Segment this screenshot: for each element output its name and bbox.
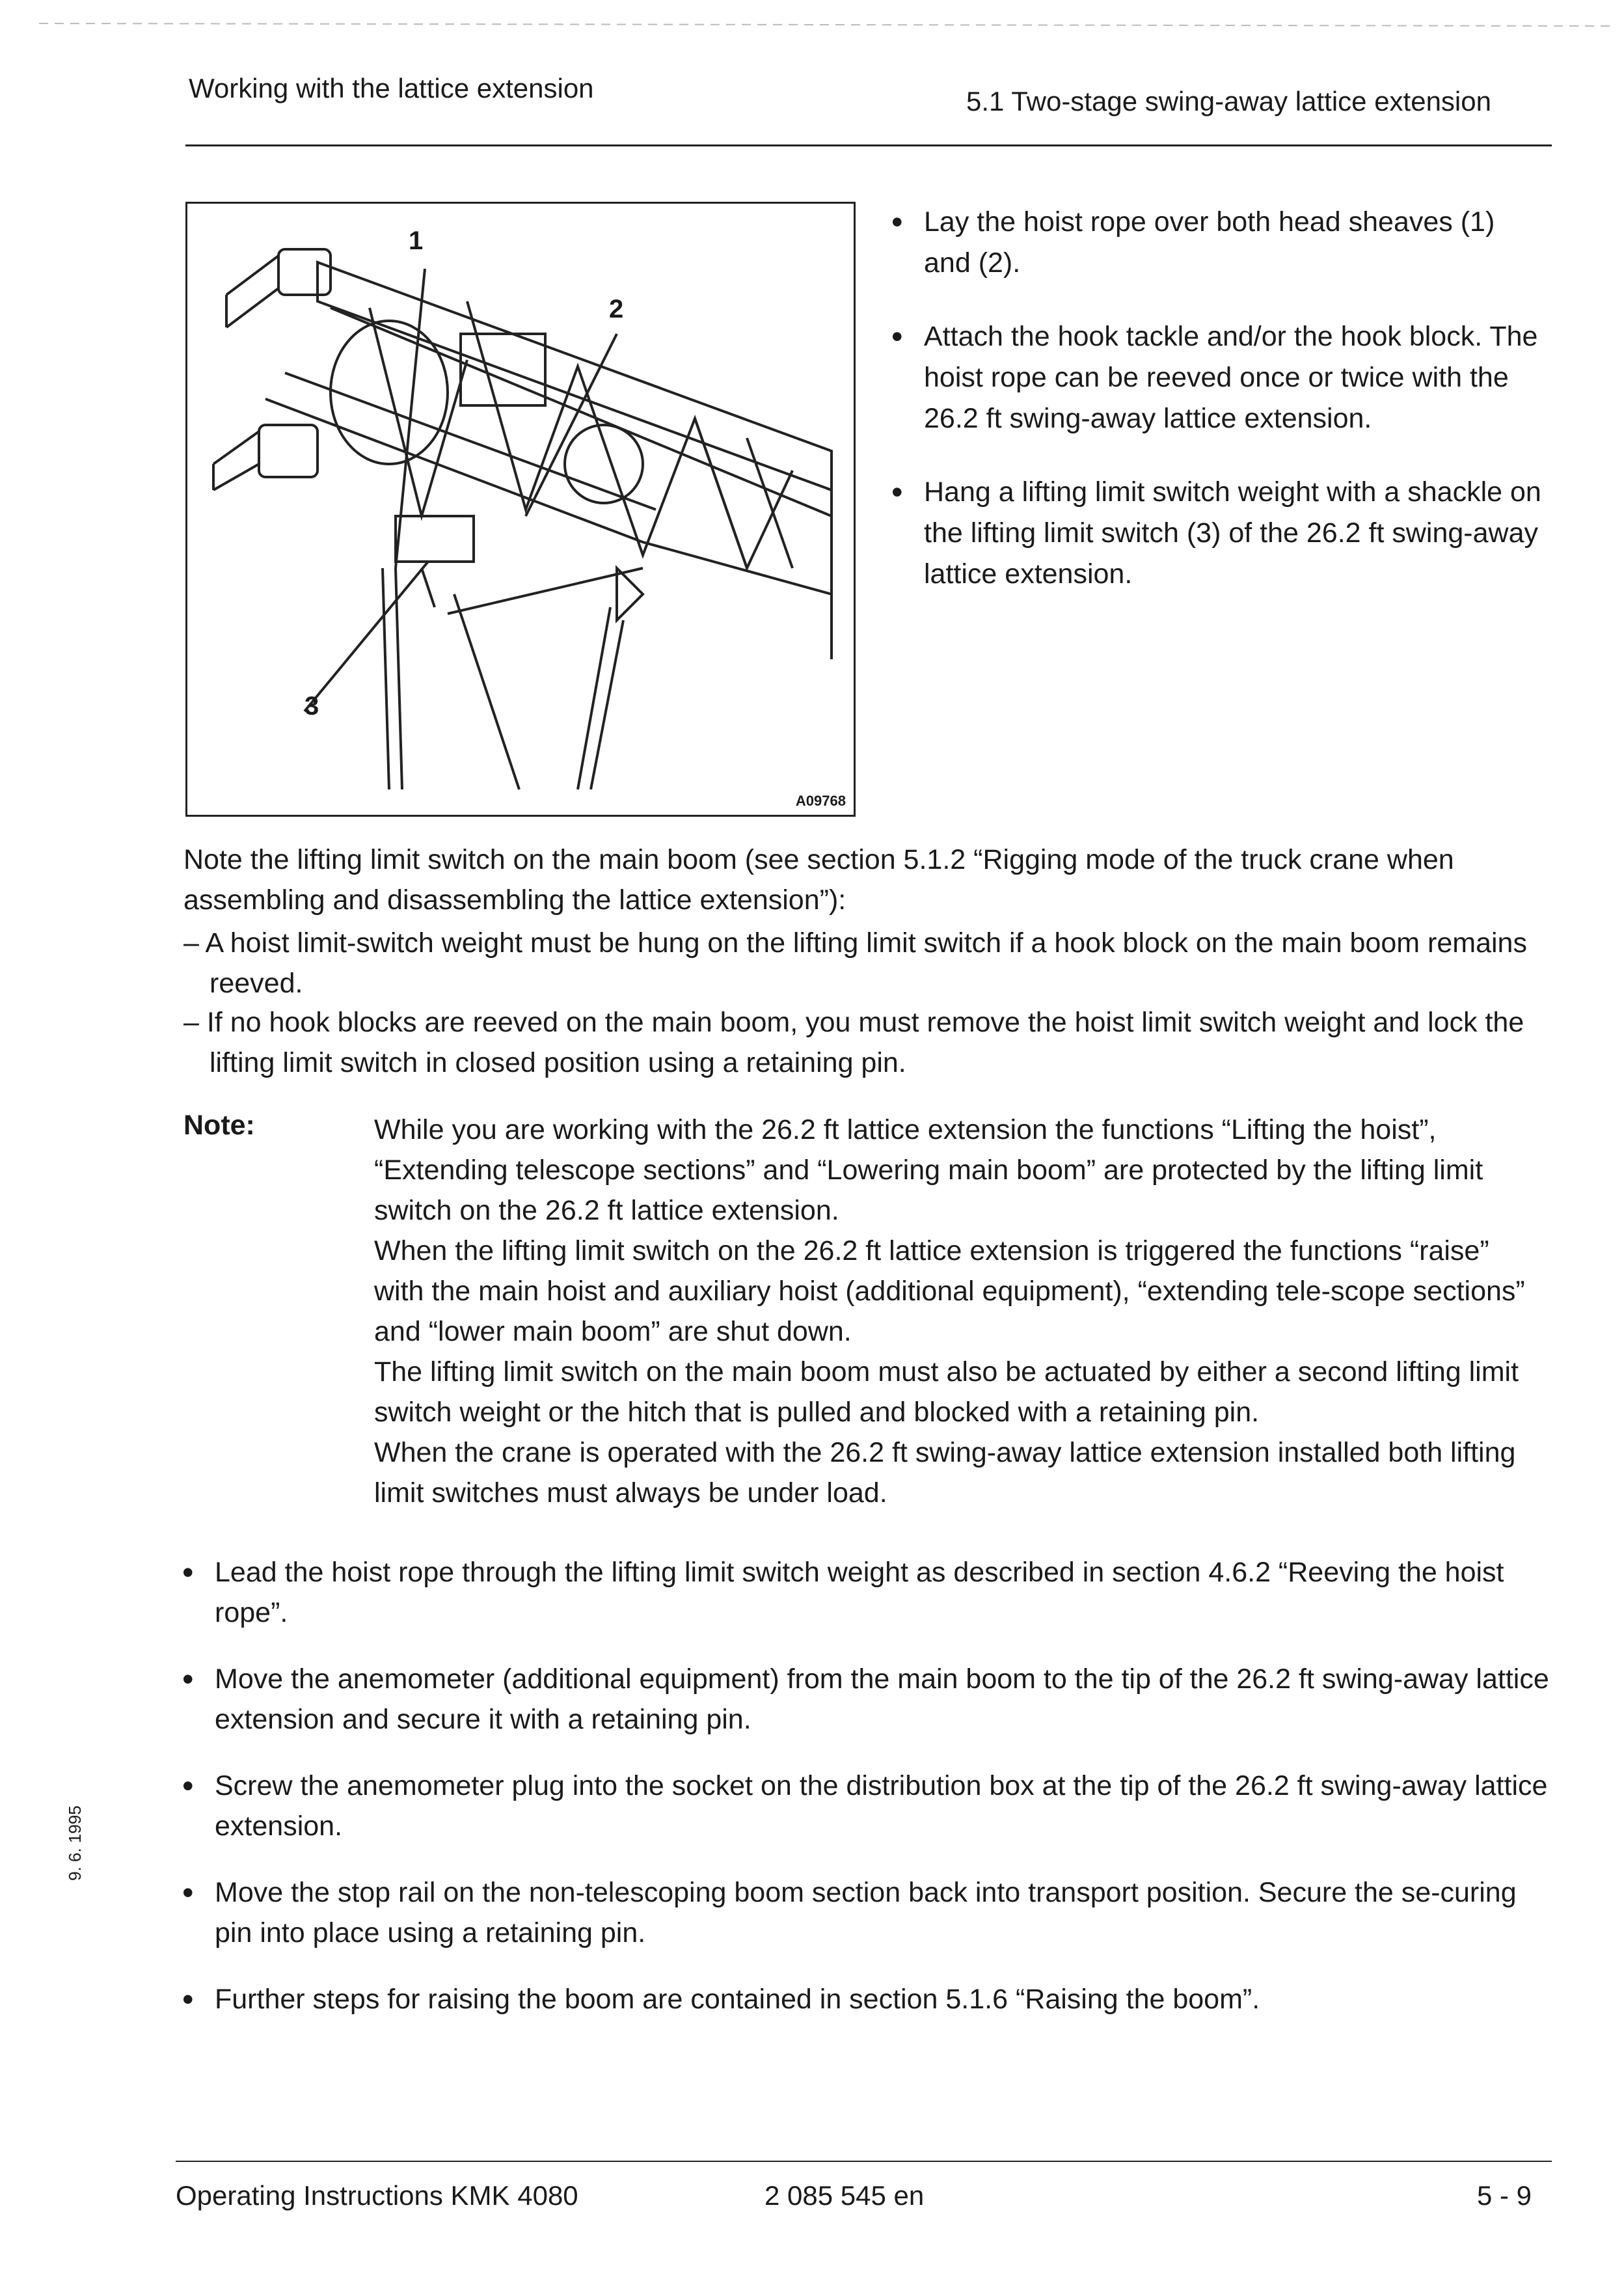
header-rule bbox=[185, 144, 1552, 146]
note-paragraph: When the crane is operated with the 26.2 ft swing-away lattice extension installed both lifting limit switches must always be under load. bbox=[374, 1437, 1516, 1509]
bottom-bullet-item: • Move the anemometer (additional equipment) from the main boom to the tip of the 26.2 ft swing-away lattice extension and secure it with a retaining pin. bbox=[176, 1659, 1555, 1740]
note-body bbox=[374, 1110, 1545, 1513]
right-bullet-list bbox=[885, 202, 1542, 627]
bottom-bullet-item: • Screw the anemometer plug into the socket on the distribution box at the tip of the 26.2 ft swing-away lattice extension. bbox=[176, 1766, 1555, 1846]
bottom-bullet-list bbox=[176, 1552, 1555, 2045]
callout-3: 3 bbox=[304, 692, 319, 720]
figure-code: A09768 bbox=[795, 793, 846, 809]
callout-2: 2 bbox=[609, 295, 624, 323]
note-label: Note: bbox=[183, 1110, 255, 1141]
right-bullet-item: • Hang a lifting limit switch weight with a shackle on the lifting limit switch (3) of the 26.2 ft swing-away lattice extension. bbox=[885, 472, 1542, 595]
bottom-bullet-item: • Further steps for raising the boom are contained in section 5.1.6 “Raising the boom”. bbox=[176, 1979, 1555, 2019]
header-chapter-title: 5.1 Two-stage swing-away lattice extension bbox=[966, 86, 1491, 116]
boom-head-drawing bbox=[187, 204, 854, 815]
footer-document-title: Operating Instructions KMK 4080 bbox=[176, 2180, 578, 2211]
dash-item: – If no hook blocks are reeved on the main boom, you must remove the hoist limit switch weight and lock the lifting limit switch in closed position using a retaining pin. bbox=[183, 1007, 1524, 1078]
right-bullet-item: • Attach the hook tackle and/or the hook block. The hoist rope can be reeved once or twice with the 26.2 ft swing-away lattice extension. bbox=[885, 316, 1542, 439]
right-bullet-item: • Lay the hoist rope over both head sheaves (1) and (2). bbox=[885, 202, 1542, 284]
note-paragraph: When the lifting limit switch on the 26.2 ft lattice extension is triggered the functions “raise” with the main hoist and auxiliary hoist (additional equipment), “extending tele-scope sections” and “lower main boom” are shut down. bbox=[374, 1235, 1525, 1347]
bottom-bullet-item: • Lead the hoist rope through the lifting limit switch weight as described in section 4.6.2 “Reeving the hoist rope”. bbox=[176, 1552, 1555, 1633]
footer-document-number: 2 085 545 en bbox=[765, 2180, 925, 2211]
bottom-bullet-item: • Move the stop rail on the non-telescoping boom section back into transport position. Secure the se-curing pin into place using a retaining pin. bbox=[176, 1872, 1555, 1953]
footer-rule bbox=[176, 2161, 1552, 2162]
note-paragraph: The lifting limit switch on the main boom must also be actuated by either a second lifting limit switch weight or the hitch that is pulled and blocked with a retaining pin. bbox=[374, 1356, 1519, 1428]
header-section-title: Working with the lattice extension bbox=[189, 73, 594, 103]
lattice-extension-illustration bbox=[185, 202, 856, 817]
side-date: 9. 6. 1995 bbox=[65, 1805, 85, 1881]
intro-paragraph: Note the lifting limit switch on the main boom (see section 5.1.2 “Rigging mode of the truck crane when assembling and disassembling the lattice extension”): bbox=[183, 844, 1454, 916]
scan-edge-noise bbox=[0, 18, 1624, 31]
callout-1: 1 bbox=[409, 226, 424, 255]
dash-item: – A hoist limit-switch weight must be hung on the lifting limit switch if a hook block on the main boom remains reeved. bbox=[183, 927, 1527, 999]
note-paragraph: While you are working with the 26.2 ft lattice extension the functions “Lifting the hoist”, “Extending telescope sections” and “Lowering main boom” are protected by the lifting limit switch on the 26.2 ft lattice extension. bbox=[374, 1114, 1483, 1226]
footer-page-number: 5 - 9 bbox=[1477, 2180, 1532, 2211]
